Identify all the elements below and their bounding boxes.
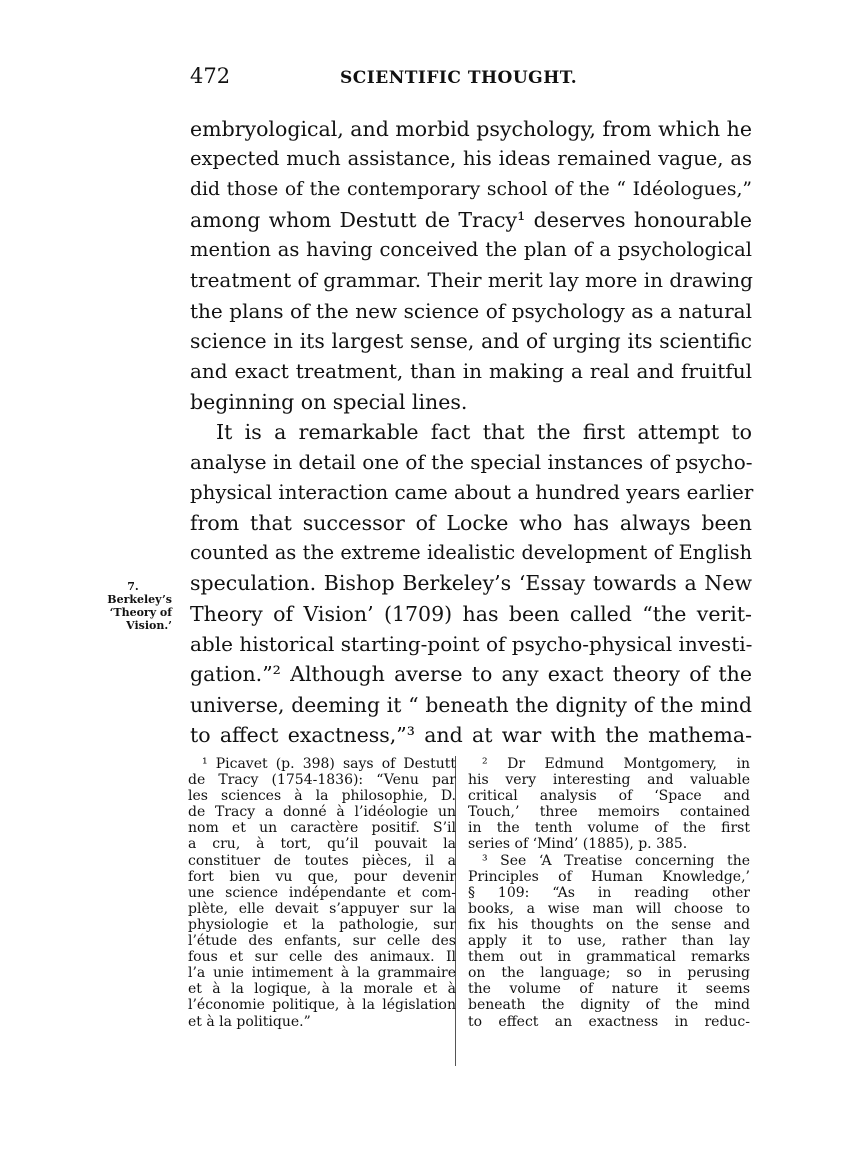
body-line: to affect exactness,”³ and at war with the mathema- — [190, 722, 752, 747]
body-line: treatment of grammar. Their merit lay more in drawing — [190, 268, 753, 293]
footnote-line: Principles of Human Knowledge,’ — [468, 868, 750, 885]
body-line: able historical starting-point of psycho-physical investi- — [190, 632, 753, 657]
footnote-line: ² Dr Edmund Montgomery, in — [482, 756, 750, 772]
margin-note — [94, 580, 172, 632]
footnote-line: Touch,’ three memoirs contained — [468, 804, 750, 821]
footnote-line: ³ See ‘A Treatise concerning the — [482, 852, 750, 869]
footnote-line: fix his thoughts on the sense and — [468, 916, 750, 933]
margin-note-number: 7. — [127, 580, 139, 593]
body-line: analyse in detail one of the special instances of psycho- — [190, 450, 753, 475]
footnote-line: to effect an exactness in reduc- — [468, 1013, 750, 1030]
footnote-line: l’économie politique, à la législation — [188, 997, 456, 1014]
margin-note-text: Berkeley’s ‘Theory of Vision.’ — [107, 593, 172, 632]
footnote-line: beneath the dignity of the mind — [468, 997, 750, 1014]
footnote-line: l’a unie intimement à la grammaire — [188, 965, 456, 982]
footnote-line: fort bien vu que, pour devenir — [188, 868, 456, 885]
body-line: gation.”² Although averse to any exact theory of the — [190, 662, 752, 687]
footnote-line: them out in grammatical remarks — [468, 949, 750, 966]
body-text — [190, 114, 752, 750]
body-line: science in its largest sense, and of urging its scientific — [190, 329, 752, 354]
footnote-line: l’étude des enfants, sur celle des — [188, 933, 456, 950]
body-line: the plans of the new science of psychology as a natural — [190, 298, 752, 323]
body-line: among whom Destutt de Tracy¹ deserves honourable — [190, 207, 752, 232]
footnote-line: the volume of nature it seems — [468, 981, 750, 998]
body-line: from that successor of Locke who has always been — [190, 510, 752, 535]
footnote-line: series of ‘Mind’ (1885), p. 385. — [468, 836, 688, 853]
body-line: speculation. Bishop Berkeley’s ‘Essay towards a New — [190, 571, 752, 596]
footnote-line: de Tracy a donné à l’idéologie un — [188, 804, 456, 821]
page-number: 472 — [190, 64, 231, 88]
body-line: Theory of Vision’ (1709) has been called “the verit- — [190, 601, 752, 626]
footnote-line: et à la logique, à la morale et à — [188, 981, 456, 998]
body-line: did those of the contemporary school of the “ Idéologues,” — [190, 178, 752, 200]
body-line: physical interaction came about a hundred years earlier — [190, 480, 754, 504]
footnote-line: une science indépendante et com- — [188, 884, 456, 901]
footnote-line: § 109: “As in reading other — [468, 884, 750, 901]
footnote-line: physiologie et la pathologie, sur — [188, 916, 456, 933]
body-line: mention as having conceived the plan of a psychological — [190, 238, 752, 262]
footnote-line: apply it to use, rather than lay — [468, 933, 750, 950]
footnote-line: nom et un caractère positif. S’il — [188, 820, 456, 837]
body-line: expected much assistance, his ideas remained vague, as — [190, 147, 752, 171]
body-line: and exact treatment, than in making a real and fruitful — [190, 359, 752, 384]
footnote-line: et à la politique.” — [188, 1013, 311, 1030]
body-line: It is a remarkable fact that the first attempt to — [216, 419, 752, 444]
body-line: embryological, and morbid psychology, from which he — [190, 117, 752, 141]
footnote-line: critical analysis of ‘Space and — [468, 788, 750, 805]
footnote-line: on the language; so in perusing — [468, 965, 750, 982]
footnotes-right-column — [468, 756, 750, 1030]
footnote-line: constituer de toutes pièces, il a — [188, 852, 456, 869]
footnotes-left-column — [188, 756, 456, 1030]
footnote-line: in the tenth volume of the first — [468, 820, 750, 837]
body-line: beginning on special lines. — [190, 389, 468, 414]
footnote-line: books, a wise man will choose to — [468, 900, 750, 917]
footnote-line: de Tracy (1754-1836): “Venu par — [188, 772, 456, 789]
body-line: universe, deeming it “ beneath the dignity of the mind — [190, 692, 752, 717]
footnote-line: plète, elle devait s’appuyer sur la — [188, 900, 456, 917]
footnote-line: ¹ Picavet (p. 398) says of Destutt — [202, 756, 456, 772]
footnote-line: fous et sur celle des animaux. Il — [188, 949, 456, 966]
footnote-line: his very interesting and valuable — [468, 772, 750, 789]
footnote-line: a cru, à tort, qu’il pouvait la — [188, 836, 456, 853]
running-title: SCIENTIFIC THOUGHT. — [340, 68, 578, 88]
footnote-line: les sciences à la philosophie, D. — [188, 788, 456, 805]
body-line: counted as the extreme idealistic development of English — [190, 541, 752, 565]
